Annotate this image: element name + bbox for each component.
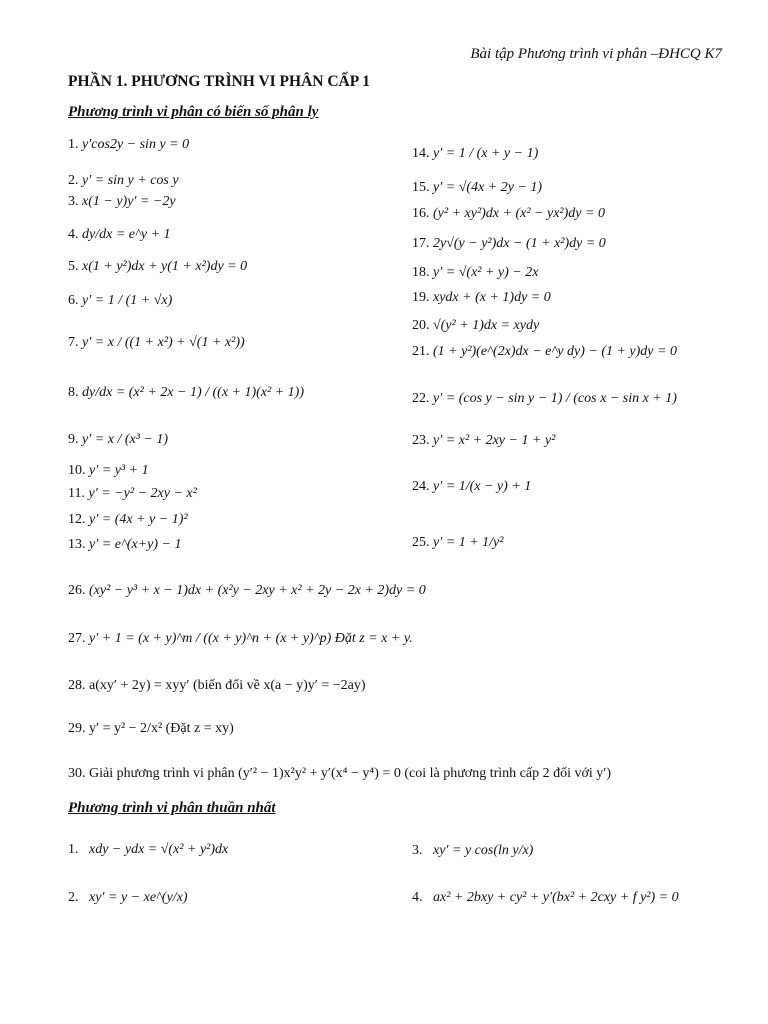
equation-item: 27. y′ + 1 = (x + y)^m / ((x + y)^n + (x + y)^p) Đặt z = x + y. [68, 631, 413, 646]
equation-item: 6. y′ = 1 / (1 + √x) [68, 293, 173, 308]
part-title: PHẦN 1. PHƯƠNG TRÌNH VI PHÂN CẤP 1 [68, 73, 370, 90]
section-heading-homogeneous: Phương trình vi phân thuần nhất [68, 800, 276, 816]
equation-item: 4. dy/dx = e^y + 1 [68, 227, 171, 242]
equation-item: 24. y′ = 1/(x − y) + 1 [412, 479, 532, 494]
equation-item: 26. (xy² − y³ + x − 1)dx + (x²y − 2xy + x² + 2y − 2x + 2)dy = 0 [68, 583, 426, 598]
equation-item: 25. y′ = 1 + 1/y² [412, 535, 504, 550]
equation-item: 10. y′ = y³ + 1 [68, 463, 149, 478]
equation-item: 2. y′ = sin y + cos y [68, 173, 179, 188]
equation-item: 19. xydx + (x + 1)dy = 0 [412, 290, 551, 305]
equation-item: 11. y′ = −y² − 2xy − x² [68, 486, 197, 501]
equation-item: 8. dy/dx = (x² + 2x − 1) / ((x + 1)(x² + 1)) [68, 385, 304, 400]
document-header: Bài tập Phương trình vi phân –ĐHCQ K7 [470, 46, 722, 62]
equation-item: 28. a(xy′ + 2y) = xyy′ (biến đổi về x(a − y)y′ = −2ay) [68, 678, 366, 693]
equation-item: 3. x(1 − y)y′ = −2y [68, 194, 176, 209]
equation-item: 17. 2y√(y − y²)dx − (1 + x²)dy = 0 [412, 236, 606, 251]
equation-item: 23. y′ = x² + 2xy − 1 + y² [412, 433, 556, 448]
equation-item: 1. xdy − ydx = √(x² + y²)dx [68, 842, 229, 857]
equation-item: 16. (y² + xy²)dx + (x² − yx²)dy = 0 [412, 206, 605, 221]
equation-item: 30. Giải phương trình vi phân (y′² − 1)x²y² + y′(x⁴ − y⁴) = 0 (coi là phương trình cấp 2 đối với y′) [68, 766, 611, 781]
equation-item: 12. y′ = (4x + y − 1)² [68, 512, 188, 527]
equation-item: 22. y′ = (cos y − sin y − 1) / (cos x − sin x + 1) [412, 391, 677, 406]
equation-item: 3. xy′ = y cos(ln y/x) [412, 843, 534, 858]
equation-item: 1. y′cos2y − sin y = 0 [68, 137, 190, 152]
equation-item: 20. √(y² + 1)dx = xydy [412, 318, 540, 333]
equation-item: 4. ax² + 2bxy + cy² + y′(bx² + 2cxy + f y²) = 0 [412, 890, 679, 905]
equation-item: 2. xy′ = y − xe^(y/x) [68, 890, 188, 905]
equation-item: 5. x(1 + y²)dx + y(1 + x²)dy = 0 [68, 259, 248, 274]
equation-item: 15. y′ = √(4x + 2y − 1) [412, 180, 543, 195]
equation-item: 13. y′ = e^(x+y) − 1 [68, 537, 182, 552]
section-heading-separable: Phương trình vi phân có biến số phân ly [68, 104, 319, 120]
equation-item: 9. y′ = x / (x³ − 1) [68, 432, 169, 447]
equation-item: 29. y′ = y² − 2/x² (Đặt z = xy) [68, 721, 234, 736]
equation-item: 7. y′ = x / ((1 + x²) + √(1 + x²)) [68, 335, 245, 350]
equation-item: 21. (1 + y²)(e^(2x)dx − e^y dy) − (1 + y)dy = 0 [412, 344, 677, 359]
equation-item: 14. y′ = 1 / (x + y − 1) [412, 146, 539, 161]
equation-item: 18. y′ = √(x² + y) − 2x [412, 265, 539, 280]
